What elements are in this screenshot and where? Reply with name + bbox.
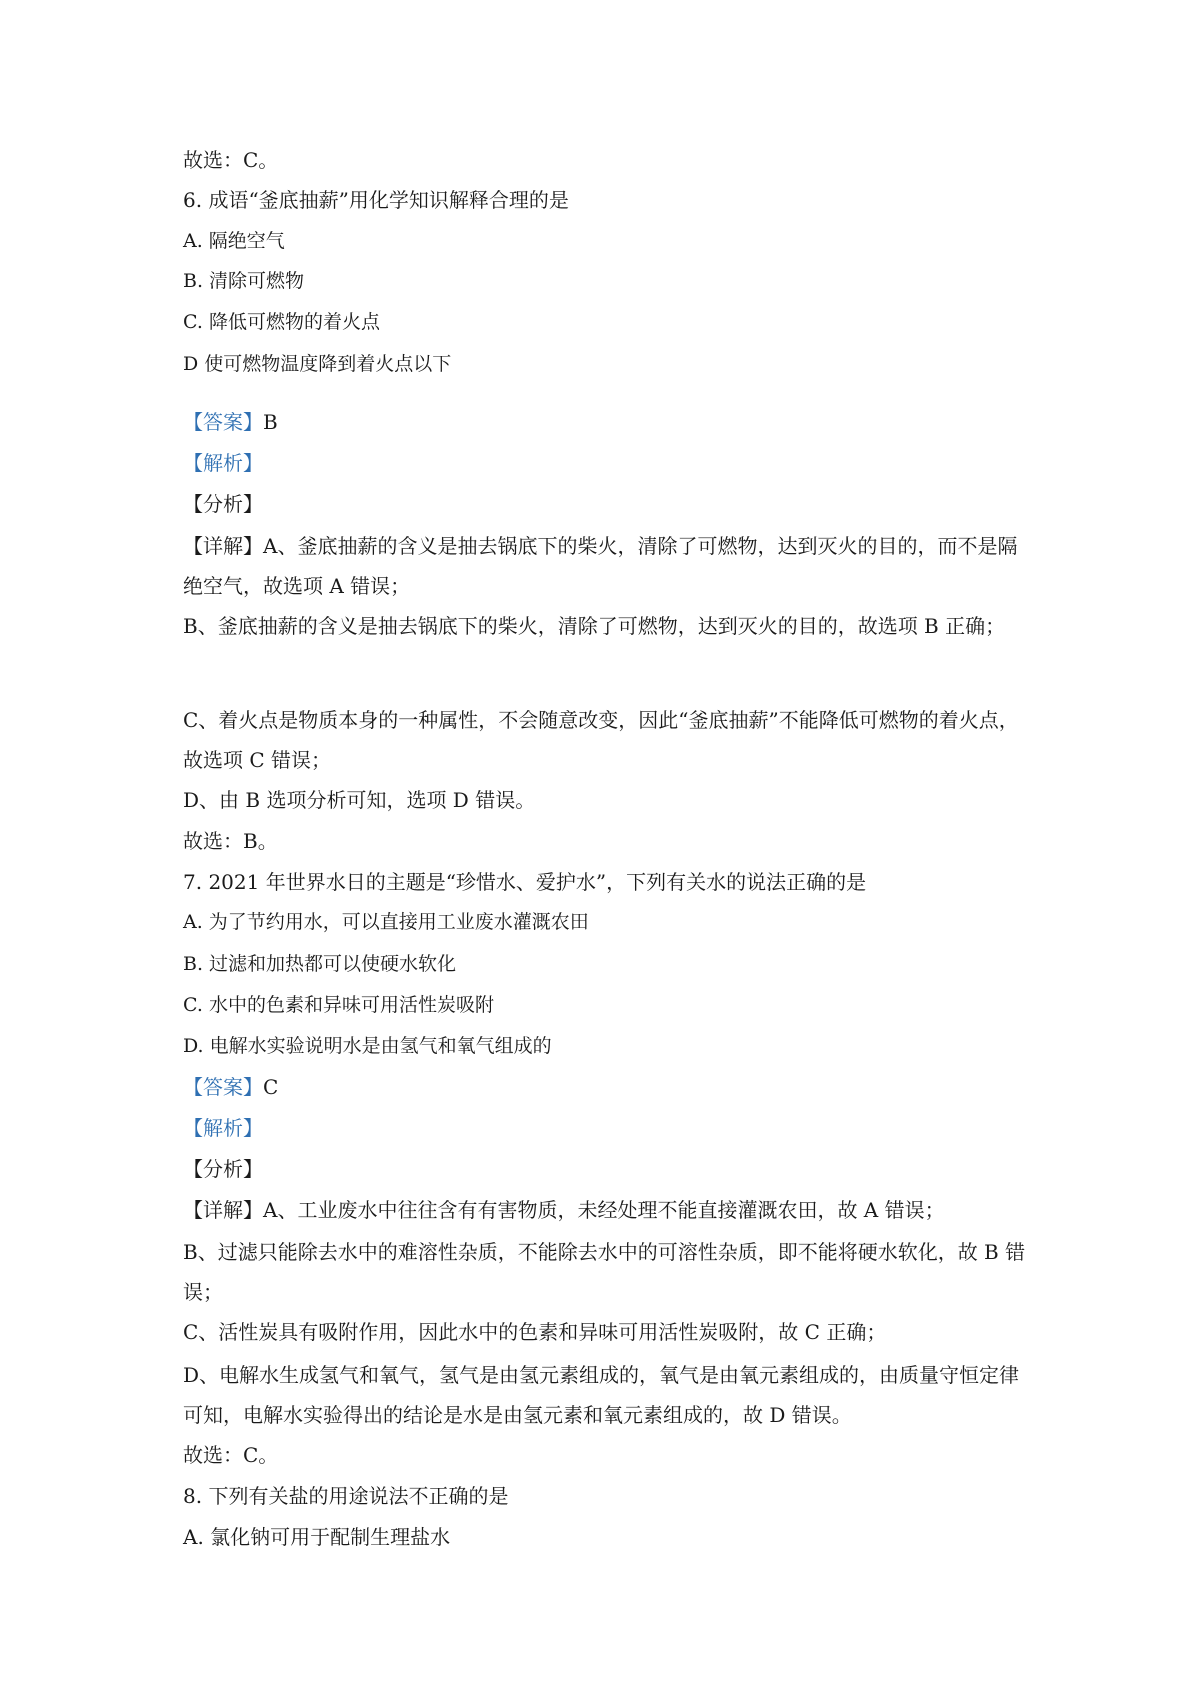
q6-answer-line	[183, 408, 278, 436]
q6-option-d: D 使可燃物温度降到着火点以下	[183, 353, 452, 375]
q6-fenxi: 【分析】	[183, 492, 263, 516]
q7-stem: 7. 2021 年世界水日的主题是“珍惜水、爱护水”，下列有关水的说法正确的是	[183, 870, 867, 894]
answer-tag: 【答案】	[183, 410, 263, 434]
q7-answer: C	[263, 1075, 279, 1099]
q6-option-a: A. 隔绝空气	[183, 230, 285, 252]
q5-conclusion: 故选：C。	[183, 148, 279, 172]
q6-answer: B	[263, 410, 278, 434]
q7-conclusion: 故选：C。	[183, 1443, 279, 1467]
q7-fenxi: 【分析】	[183, 1157, 263, 1181]
q7-answer-line	[183, 1073, 278, 1101]
q8-option-a: A. 氯化钠可用于配制生理盐水	[183, 1525, 451, 1549]
answer-tag: 【答案】	[183, 1075, 263, 1099]
q6-detail-d: D、由 B 选项分析可知，选项 D 错误。	[183, 788, 536, 812]
q6-detail-b: B、釜底抽薪的含义是抽去锅底下的柴火，清除了可燃物，达到灭火的目的，故选项 B 正确；	[183, 614, 1006, 638]
q6-conclusion: 故选：B。	[183, 829, 278, 853]
q6-stem: 6. 成语“釜底抽薪”用化学知识解释合理的是	[183, 188, 569, 212]
q6-option-c: C. 降低可燃物的着火点	[183, 311, 380, 333]
q7-analysis-tag: 【解析】	[183, 1116, 263, 1140]
q6-option-b: B. 清除可燃物	[183, 270, 305, 292]
q7-option-b: B. 过滤和加热都可以使硬水软化	[183, 953, 457, 975]
q7-option-c: C. 水中的色素和异味可用活性炭吸附	[183, 994, 494, 1016]
q7-option-d: D. 电解水实验说明水是由氢气和氧气组成的	[183, 1035, 552, 1057]
q7-detail-d: D、电解水生成氢气和氧气，氢气是由氢元素组成的，氧气是由氧元素组成的，由质量守恒定律可知，电解水实验得出的结论是水是由氢元素和氧元素组成的，故 D 错误。	[183, 1363, 1020, 1427]
q6-analysis-tag: 【解析】	[183, 451, 263, 475]
q6-detail-c: C、着火点是物质本身的一种属性，不会随意改变，因此“釜底抽薪”不能降低可燃物的着火点，故选项 C 错误；	[183, 708, 1019, 772]
q6-detail-a: 【详解】A、釜底抽薪的含义是抽去锅底下的柴火，清除了可燃物，达到灭火的目的，而不是隔绝空气，故选项 A 错误；	[183, 534, 1018, 598]
q7-option-a: A. 为了节约用水，可以直接用工业废水灌溉农田	[183, 911, 589, 933]
q7-detail-a: 【详解】A、工业废水中往往含有有害物质，未经处理不能直接灌溉农田，故 A 错误；	[183, 1198, 945, 1222]
q8-stem: 8. 下列有关盐的用途说法不正确的是	[183, 1484, 509, 1508]
q7-detail-b: B、过滤只能除去水中的难溶性杂质，不能除去水中的可溶性杂质，即不能将硬水软化，故 B 错误；	[183, 1240, 1026, 1304]
q7-detail-c: C、活性炭具有吸附作用，因此水中的色素和异味可用活性炭吸附，故 C 正确；	[183, 1320, 887, 1344]
